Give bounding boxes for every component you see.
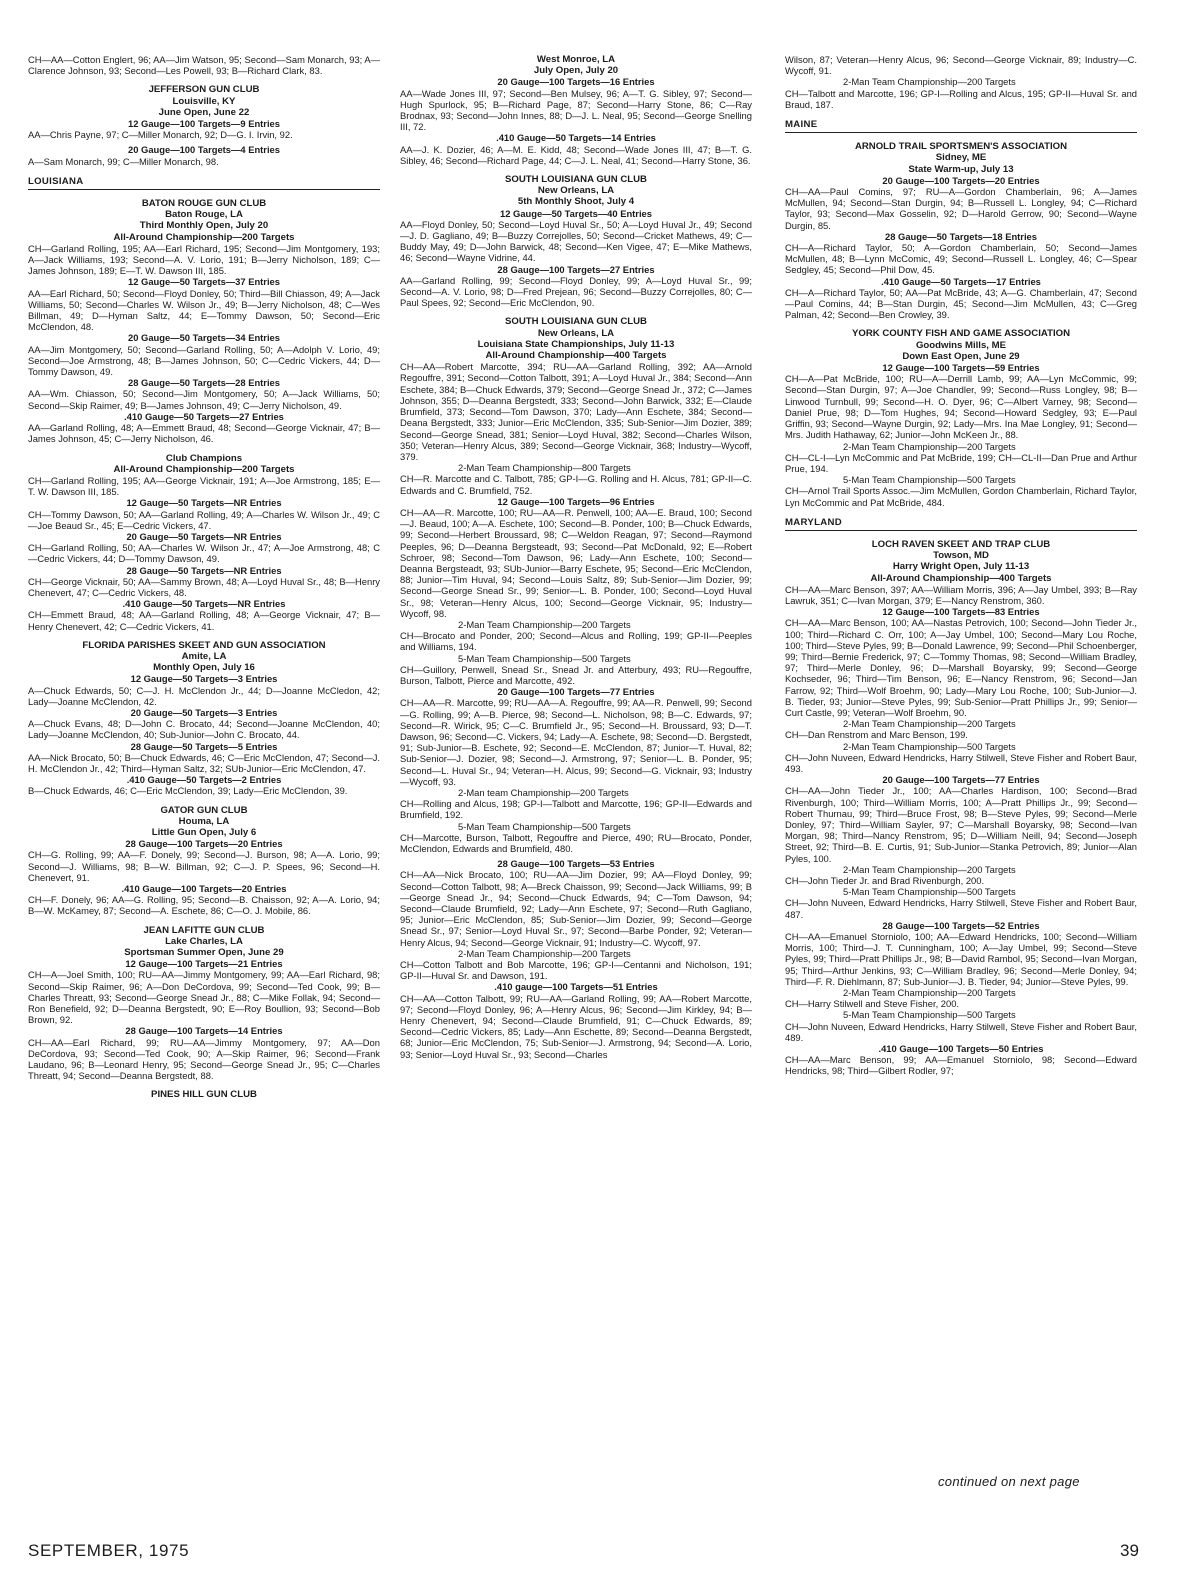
results-paragraph: CH—AA—Paul Comins, 97; RU—A—Gordon Chamberlain, 96; A—James McMullen, 94; Second—Stan Durgin, 94; B—Russell L. Longley, 94; C—Richard Taylor, 93; Second—Max Gosselin, 92; D—Harold Gerrow, 90; Second—Wayne Durgin, 85.: [785, 186, 1137, 231]
event-heading: 12 Gauge—50 Targets—NR Entries: [126, 497, 282, 509]
event-heading: 12 Gauge—50 Targets—37 Entries: [128, 276, 280, 288]
event-heading: 28 Gauge—100 Targets—14 Entries: [125, 1025, 283, 1037]
club-header-line: State Warm-up, July 13: [908, 163, 1014, 175]
results-paragraph: CH—AA—Cotton Talbott, 99; RU—AA—Garland Rolling, 99; AA—Robert Marcotte, 97; Second—Floyd Donley, 96; A—Henry Alcus, 96; Second—Jim Kirkley, 94; B—Henry Chenevert, 94; Second—Claude Brumfield, 91; C—Chuck Edwards, 89; Second—Cedric Vickers, 85; Lady—Ann Eschette, 89; Second—Deanna Bergstedt, 68; Junior—Eric McClendon, 75; Sub-Senior—J. Armstrong, 94; Second—A. Lorio, 93; Senior—Loyd Huval Sr., 93; Second—Charles: [400, 992, 752, 1060]
results-paragraph: CH—Garland Rolling, 195; AA—Earl Richard, 195; Second—Jim Montgomery, 193; A—Jack Williams, 193; Second—A. V. Lorio, 191; B—Jerry Nicholson, 189; C—James Johnson, 189; E—T. W. Dawson III, 185.: [28, 242, 380, 277]
event-heading: .410 gauge—100 Targets—51 Entries: [494, 981, 658, 993]
results-paragraph: AA—Chris Payne, 97; C—Miller Monarch, 92; D—G. I. Irvin, 92.: [28, 129, 293, 141]
club-header-line: FLORIDA PARISHES SKEET AND GUN ASSOCIATION: [82, 639, 326, 651]
club-header-line: New Orleans, LA: [537, 327, 615, 339]
state-heading: MAINE: [785, 119, 1137, 133]
results-paragraph: AA—Garland Rolling, 48; A—Emmett Braud, 48; Second—George Vicknair, 47; B—James Johnson, 45; C—Jerry Nicholson, 46.: [28, 422, 380, 445]
results-paragraph: A—Chuck Evans, 48; D—John C. Brocato, 44; Second—Joanne McClendon, 40; Lady—Joanne McClendon, 40; Sub-Junior—John C. Brocato, 44.: [28, 718, 380, 741]
event-heading: .410 Gauge—100 Targets—20 Entries: [121, 883, 287, 895]
results-paragraph: CH—Emmett Braud, 48; AA—Garland Rolling, 48; A—George Vicknair, 47; B—Henry Chenevert, 42; C—Cedric Vickers, 41.: [28, 609, 380, 632]
event-heading: .410 Gauge—50 Targets—NR Entries: [122, 598, 286, 610]
club-header-line: June Open, June 22: [158, 106, 250, 118]
club-header-line: GATOR GUN CLUB: [160, 804, 248, 816]
event-heading: 28 Gauge—100 Targets—53 Entries: [497, 858, 655, 870]
club-header-line: Harry Wright Open, July 11-13: [892, 561, 1030, 573]
club-header-line: LOCH RAVEN SKEET AND TRAP CLUB: [871, 538, 1051, 550]
results-paragraph: CH—Brocato and Ponder, 200; Second—Alcus and Rolling, 199; GP-II—Peeples and Williams, 194.: [400, 630, 752, 653]
results-paragraph: CH—AA—John Tieder Jr., 100; AA—Charles Hardison, 100; Second—Brad Rivenburgh, 100; Third—William Morris, 100; A—Pratt Phillips Jr., 99; Second—Robert Thurnau, 99; Third—Bruce Frost, 98; B—Steve Pyles, 99; Second—Merle Donley, 97; Third—William Sayler, 97; C—Marshall Boyarsky, 98; Second—Ivan Morgan, 98; Third—Nancy Renstrom, 95; D—William Neill, 94; Second—Joseph Street, 92; Third—B. E. Curtis, 91; Sub-Junior—Stanka Petrovich, 89; Junior—Alan Pyles, 100.: [785, 785, 1137, 864]
club-header-line: JEAN LAFITTE GUN CLUB: [143, 924, 265, 936]
team-event-heading: 2-Man Team Championship—500 Targets: [843, 740, 1016, 752]
issue-date: SEPTEMBER, 1975: [28, 1541, 190, 1560]
club-header-line: Little Gun Open, July 6: [151, 827, 257, 838]
club-header-line: Monthly Open, July 16: [153, 662, 255, 674]
club-header-line: Towson, MD: [933, 550, 989, 562]
results-paragraph: AA—Jim Montgomery, 50; Second—Garland Rolling, 50; A—Adolph V. Lorio, 49; Second—Joe Armstrong, 48; B—James Johnson, 50; C—Cedric Vickers, 44; D—Tommy Dawson, 49.: [28, 343, 380, 378]
team-event-heading: 2-Man Team Championship—200 Targets: [843, 863, 1016, 875]
club-header-line: ARNOLD TRAIL SPORTSMEN'S ASSOCIATION: [854, 141, 1068, 153]
club-header: [28, 640, 380, 674]
state-heading: MARYLAND: [785, 517, 1137, 531]
event-heading: 12 Gauge—100 Targets—59 Entries: [882, 362, 1040, 374]
results-paragraph: CH—AA—Emanuel Storniolo, 100; AA—Edward Hendricks, 100; Second—William Morris, 100; Third—J. T. Cunningham, 100; A—Jay Umbel, 99; Second—Steve Pyles, 99; Third—Pratt Phillips Jr., 98; B—David Rambol, 95; Second—Ivan Morgan, 95; Third—Arthur Jenkins, 93; C—William Bradley, 96; Second—Merle Donley, 94; Third—F. R. Diehlmann, 87; Sub-Junior—J. B. Tieder, 94; Junior—Steve Pyles, 99.: [785, 931, 1137, 987]
event-heading: 12 Gauge—100 Targets—96 Entries: [497, 495, 655, 507]
event-heading: 28 Gauge—100 Targets—27 Entries: [497, 263, 655, 275]
event-heading: .410 Gauge—50 Targets—17 Entries: [881, 275, 1041, 287]
results-paragraph: CH—A—Richard Taylor, 50; AA—Pat McBride, 43; A—G. Chamberlain, 47; Second—Paul Comins, 44; B—Stan Durgin, 45; Second—Jim McMullen, 43; C—Greg Palman, 42; Second—Ben Crowley, 39.: [785, 286, 1137, 321]
results-paragraph: CH—CL-I—Lyn McCommic and Pat McBride, 199; CH—CL-II—Dan Prue and Arthur Prue, 194.: [785, 451, 1137, 474]
club-header-line: Houma, LA: [178, 815, 230, 827]
event-heading: 28 Gauge—50 Targets—28 Entries: [128, 377, 280, 389]
event-heading: 12 Gauge—100 Targets—83 Entries: [882, 606, 1040, 618]
event-heading: 20 Gauge—50 Targets—34 Entries: [128, 332, 280, 344]
column-left: [28, 54, 380, 1101]
club-header-line: All-Around Championship—400 Targets: [870, 572, 1052, 584]
results-paragraph: CH—Cotton Talbott and Bob Marcotte, 196; GP-I—Centanni and Nicholson, 191; GP-II—Huval Sr. and Dawson, 191.: [400, 959, 752, 982]
event-heading: .410 Gauge—50 Targets—27 Entries: [124, 410, 284, 422]
club-header-line: West Monroe, LA: [536, 54, 616, 65]
results-paragraph: AA—Nick Brocato, 50; B—Chuck Edwards, 46; C—Eric McClendon, 47; Second—J. H. McClendon Jr., 42; Third—Hyman Saltz, 32; SUb-Junior—Eric McClendon, 47.: [28, 751, 380, 774]
results-paragraph: A—Sam Monarch, 99; C—Miller Monarch, 98.: [28, 155, 219, 167]
team-event-heading: 5-Man Team Championship—500 Targets: [843, 474, 1016, 486]
event-heading: 28 Gauge—100 Targets—52 Entries: [882, 919, 1040, 931]
club-header-line: PINES HILL GUN CLUB: [151, 1089, 257, 1101]
club-header-line: July Open, July 20: [533, 65, 619, 77]
event-heading: 20 Gauge—100 Targets—16 Entries: [497, 76, 655, 88]
results-paragraph: CH—John Nuveen, Edward Hendricks, Harry Stilwell, Steve Fisher and Robert Baur, 489.: [785, 1020, 1137, 1043]
event-heading: 12 Gauge—50 Targets—3 Entries: [130, 673, 278, 685]
club-header-line: Club Champions: [165, 452, 243, 464]
club-header: [400, 316, 752, 361]
event-heading: .410 Gauge—50 Targets—14 Entries: [496, 132, 656, 144]
club-header-line: Down East Open, June 29: [902, 350, 1020, 362]
results-paragraph: CH—AA—Marc Benson, 100; AA—Nastas Petrovich, 100; Second—John Tieder Jr., 100; Third—Richard C. Orr, 100; A—Jay Umbel, 100; Second—Mary Lou Roche, 100; Third—Steve Pyles, 99; B—Donald Lawrence, 99; Second—Phil Schoenberger, 99; Third—Bernie Frederick, 97; C—Tommy Thomas, 98; Second—William Bradley, 97; Third—Merle Donley, 96; D—Marshall Boyarsky, 99; Second—George Kochseder, 96; Third—Tim Benson, 96; E—Nancy Renstrom, 96; Second—Jan Farrow, 92; Third—Wolf Broehm, 90; Lady—Mary Lou Roche, 100; Sub-Junior—J. B. Tieder, 93; Junior—Steve Pyles, 99; Sub-Senior—Pratt Phillips Jr., 99; Senior—Curt Castle, 99; Veteran—Wolf Broehm, 90.: [785, 617, 1137, 718]
results-paragraph: AA—J. K. Dozier, 46; A—M. E. Kidd, 48; Second—Wade Jones III, 47; B—T. G. Sibley, 46; Second—Richard Page, 44; C—J. L. Neal, 41; Second—Harry Stone, 36.: [400, 143, 752, 166]
results-paragraph: CH—AA—Marc Benson, 397; AA—William Morris, 396; A—Jay Umbel, 393; B—Ray Lawruk, 351; C—Ivan Morgan, 379; E—Nancy Renstrom, 360.: [785, 583, 1137, 606]
column-middle: [400, 54, 752, 1060]
club-header-line: Baton Rouge, LA: [165, 209, 243, 221]
club-header-line: SOUTH LOUISIANA GUN CLUB: [505, 174, 647, 186]
club-header-line: SOUTH LOUISIANA GUN CLUB: [505, 316, 647, 328]
results-paragraph: CH—John Tieder Jr. and Brad Rivenburgh, 200.: [785, 875, 985, 887]
club-header: [28, 84, 380, 118]
results-paragraph: CH—AA—R. Marcotte, 100; RU—AA—R. Penwell, 100; AA—E. Braud, 100; Second—J. Beaud, 100; A—A. Eschete, 100; Second—B. Ponder, 100; B—Chuck Edwards, 99; Second—Herbert Broussard, 98; C—Weldon Reagan, 97; Second—Raymond Peeples, 96; D—Deanna Bergsteadt, 93; Second—Pat McDonald, 92; E—Robert Schroer, 98; Second—Tom Dawson, 96; Lady—Ann Eschete, 100; Second—Deanna Bergsteadt, 93; SUb-Junior—Barry Eschete, 95; Second—Eric McClendon, 88; Junior—Tim Huval, 94; Second—Louis Saltz, 89; Sub-Senior—Jim Dozier, 99; Second—George Snead Sr., 99; Senior—L. B. Ponder, 100; Second—Loyd Huval Sr., 98; Veteran—Henry Alcus, 100; Second—George Vicknair, 95; Industry—Wycoff, 98.: [400, 506, 752, 619]
results-paragraph: CH—G. Rolling, 99; AA—F. Donely, 99; Second—J. Burson, 98; A—A. Lorio, 99; Second—J. Williams, 98; B—W. Billman, 92; C—J. P. Spees, 96; Second—H. Chenevert, 91.: [28, 849, 380, 883]
club-header-line: New Orleans, LA: [537, 185, 615, 197]
club-header-line: Sidney, ME: [935, 152, 987, 164]
results-paragraph: CH—Talbott and Marcotte, 196; GP-I—Rolling and Alcus, 195; GP-II—Huval Sr. and Braud, 187.: [785, 87, 1137, 110]
team-event-heading: 2-Man Team Championship—200 Targets: [458, 618, 631, 630]
results-paragraph: Wilson, 87; Veteran—Henry Alcus, 96; Second—George Vicknair, 89; Industry—C. Wycoff, 91.: [785, 54, 1137, 77]
results-paragraph: CH—AA—Cotton Englert, 96; AA—Jim Watson, 95; Second—Sam Monarch, 93; A—Clarence Johnson, 93; Second—Les Powell, 93; B—Richard Clark, 83.: [28, 54, 380, 77]
club-header-line: BATON ROUGE GUN CLUB: [141, 198, 267, 210]
results-paragraph: AA—Wm. Chiasson, 50; Second—Jim Montgomery, 50; A—Jack Williams, 50; Second—Skip Raimer, 49; B—James Johnson, 49; C—Jerry Nicholson, 49.: [28, 388, 380, 411]
results-paragraph: B—Chuck Edwards, 46; C—Eric McClendon, 39; Lady—Eric McClendon, 39.: [28, 785, 348, 797]
results-paragraph: CH—John Nuveen, Edward Hendricks, Harry Stilwell, Steve Fisher and Robert Baur, 493.: [785, 751, 1137, 774]
results-paragraph: AA—Wade Jones III, 97; Second—Ben Mulsey, 96; A—T. G. Sibley, 97; Second—Hugh Spurlock, 95; B—Richard Page, 87; Second—Harry Stone, 86; C—Ray Brodnax, 93; Second—John Innes, 88; D—J. L. Neal, 95; Second—George Snelling III, 72.: [400, 87, 752, 133]
results-paragraph: CH—Tommy Dawson, 50; AA—Garland Rolling, 49; A—Charles W. Wilson Jr., 49; C—Joe Beaud Sr., 45; E—Cedric Vickers, 47.: [28, 508, 380, 531]
event-heading: 28 Gauge—50 Targets—18 Entries: [885, 230, 1037, 242]
team-event-heading: 5-Man Team Championship—500 Targets: [843, 886, 1016, 898]
event-heading: 20 Gauge—100 Targets—4 Entries: [128, 144, 280, 156]
team-event-heading: 5-Man Team Championship—500 Targets: [458, 820, 631, 832]
results-paragraph: CH—A—Richard Taylor, 50; A—Gordon Chamberlain, 50; Second—James McMullen, 48; B—Lynn McComic, 49; Second—Russell L. Longley, 46; C—Spear Sedgley, 45; Second—Phil Dow, 45.: [785, 242, 1137, 276]
results-paragraph: CH—George Vicknair, 50; AA—Sammy Brown, 48; A—Loyd Huval Sr., 48; B—Henry Chenevert, 47; C—Cedric Vickers, 48.: [28, 575, 380, 598]
event-heading: 20 Gauge—100 Targets—77 Entries: [882, 774, 1040, 786]
results-paragraph: CH—Garland Rolling, 195; AA—George Vicknair, 191; A—Joe Armstrong, 185; E—T. W. Dawson III, 185.: [28, 474, 380, 498]
results-paragraph: CH—AA—Robert Marcotte, 394; RU—AA—Garland Rolling, 392; AA—Arnold Regouffre, 391; Second—Cotton Talbott, 391; A—Loyd Huval Jr., 384; Second—Ann Eschete, 384; B—Chuck Edwards, 379; Second—George Snead Jr., 372; C—James Johnson, 355; D—Deanna Bergstedt, 333; Second—John Barwick, 332; E—Claude Brumfield, 373; Second—Tom Dawson, 370; Lady—Ann Eschete, 384; Second—Deana Bergstedt, 333; Junior—Eric McClendon, 335; Sub-Senior—Jim Dozier, 389; Second—George Snead, 381; Senior—Loyd Huval, 382; Second—Charles Wilson, 350; Veteran—Henry Alcus, 389; Second—George Vicknair, 368; Industry—Wycoff, 379.: [400, 361, 752, 462]
results-paragraph: AA—Floyd Donley, 50; Second—Loyd Huval Sr., 50; A—Loyd Huval Jr., 49; Second—J. D. Gagliano, 49; B—Buzzy Correjolles, 50; Second—Cricket Mathews, 49; C—Buddy May, 49; D—John Barwick, 48; Second—Ken Vigee, 47; E—Mike Mathews, 46; Second—Wayne Vidrine, 44.: [400, 218, 752, 264]
event-heading: 20 Gauge—50 Targets—3 Entries: [130, 706, 278, 718]
team-event-heading: 2-Man Team Championship—200 Targets: [843, 718, 1016, 730]
club-header: [28, 1089, 380, 1100]
event-heading: 28 Gauge—50 Targets—5 Entries: [130, 740, 278, 752]
results-paragraph: AA—Earl Richard, 50; Second—Floyd Donley, 50; Third—Bill Chiasson, 49; A—Jack Williams, 50; Second—Charles W. Wilson Jr., 49; B—Jerry Nicholson, 48; C—Wes Billman, 49; D—Hyman Saltz, 44; E—Tommy Dawson, 50; Second—Eric McClendon, 48.: [28, 287, 380, 333]
results-paragraph: CH—Dan Renstrom and Marc Benson, 199.: [785, 729, 968, 741]
team-event-heading: 2-Man Team Championship—800 Targets: [458, 462, 631, 474]
team-event-heading: 2-Man Team Championship—200 Targets: [458, 947, 631, 959]
club-header-line: All-Around Championship—200 Targets: [113, 463, 295, 475]
event-heading: 12 Gauge—50 Targets—40 Entries: [500, 207, 652, 219]
club-header: [28, 925, 380, 959]
club-header: [28, 453, 380, 475]
club-header: [785, 539, 1137, 584]
team-event-heading: 2-Man Team Championship—200 Targets: [843, 440, 1016, 452]
club-header-line: Lake Charles, LA: [165, 935, 243, 947]
club-header: [785, 141, 1137, 175]
results-paragraph: CH—Garland Rolling, 50; AA—Charles W. Wilson Jr., 47; A—Joe Armstrong, 48; C—Cedric Vickers, 44; D—Tommy Dawson, 49.: [28, 542, 380, 565]
results-paragraph: CH—Rolling and Alcus, 198; GP-I—Talbott and Marcotte, 196; GP-II—Edwards and Brumfield, 192.: [400, 798, 752, 821]
team-event-heading: 2-Man team Championship—200 Targets: [458, 787, 629, 798]
results-paragraph: CH—Arnol Trail Sports Assoc.—Jim McMullen, Gordon Chamberlain, Richard Taylor, Lyn McCommic and Pat McBride, 484.: [785, 485, 1137, 508]
state-heading: LOUISIANA: [28, 176, 380, 190]
column-right: [785, 54, 1137, 1077]
results-paragraph: CH—Guillory, Penwell, Snead Sr., Snead Jr. and Atterbury, 493; RU—Regouffre, Burson, Talbott, Pierce and Marcotte, 492.: [400, 663, 752, 686]
results-paragraph: CH—Harry Stilwell and Steve Fisher, 200.: [785, 998, 960, 1010]
club-header-line: Goodwins Mills, ME: [915, 339, 1007, 351]
results-paragraph: CH—John Nuveen, Edward Hendricks, Harry Stilwell, Steve Fisher and Robert Baur, 487.: [785, 897, 1137, 920]
club-header: [785, 328, 1137, 362]
results-paragraph: CH—AA—R. Marcotte, 99; RU—AA—A. Regouffre, 99; AA—R. Penwell, 99; Second—G. Rolling, 99; A—B. Pierce, 98; Second—L. Nicholson, 98; B—C. Edwards, 97; Second—R. Wirick, 95; C—C. Brumfield Jr., 95; Second—H. Broussard, 93; D—T. Dawson, 96; Second—C. Vickers, 94; Lady—A. Eschete, 98; Second—D. Bergstedt, 91; Sub-Junior—B. Eschete, 92; Second—E. McClendon, 87; Junior—T. Huval, 82; Sub-Senior—J. Dozier, 98; Second—J. Armstrong, 97; Senior—L. B. Ponder, 95; Second—L. Huval Sr., 94; Veteran—H. Alcus, 99; Second—G. Vicknair, 93; Industry—Wycoff, 93.: [400, 697, 752, 787]
results-paragraph: CH—Marcotte, Burson, Talbott, Regouffre and Pierce, 490; RU—Brocato, Ponder, McClendon, Edwards and Brumfield, 480.: [400, 831, 752, 855]
page-number: 39: [1120, 1541, 1139, 1560]
results-paragraph: CH—AA—Earl Richard, 99; RU—AA—Jimmy Montgomery, 97; AA—Don DeCordova, 93; Second—Ted Cook, 90; A—Skip Raimer, 96; Second—Frank Laudano, 96; B—Leonard Henry, 95; Second—George Snead Jr., 95; C—Charles Threatt, 94; Second—Deanna Bergstedt, 88.: [28, 1036, 380, 1082]
club-header-line: 5th Monthly Shoot, July 4: [517, 196, 635, 208]
club-header-line: Amite, LA: [181, 650, 227, 662]
club-header: [28, 805, 380, 839]
club-header-line: YORK COUNTY FISH AND GAME ASSOCIATION: [852, 328, 1070, 340]
event-heading: 20 Gauge—100 Targets—77 Entries: [497, 686, 655, 698]
event-heading: 28 Gauge—100 Targets—20 Entries: [125, 838, 283, 850]
results-paragraph: CH—R. Marcotte and C. Talbott, 785; GP-I—G. Rolling and H. Alcus, 781; GP-II—C. Edwards and C. Brumfield, 752.: [400, 473, 752, 496]
event-heading: 20 Gauge—50 Targets—NR Entries: [126, 530, 282, 542]
continued-note: continued on next page: [938, 1474, 1080, 1489]
event-heading: 20 Gauge—100 Targets—20 Entries: [882, 174, 1040, 186]
results-paragraph: AA—Garland Rolling, 99; Second—Floyd Donley, 99; A—Loyd Huval Sr., 99; Second—A. V. Lorio, 98; D—Fred Prejean, 96; Second—Buzzy Correjolles, 80; C—Paul Spees, 92; Second—Eric McClendon, 90.: [400, 274, 752, 309]
team-event-heading: 2-Man Team Championship—200 Targets: [843, 987, 1016, 999]
results-paragraph: CH—F. Donely, 96; AA—G. Rolling, 95; Second—B. Chaisson, 92; A—A. Lorio, 94; B—W. McKamey, 87; Second—A. Eschete, 86; C—O. J. Mobile, 86.: [28, 894, 380, 917]
team-event-heading: 5-Man Team Championship—500 Targets: [843, 1009, 1016, 1021]
club-header-line: Sportsman Summer Open, June 29: [124, 947, 284, 959]
event-heading: 28 Gauge—50 Targets—NR Entries: [126, 564, 282, 576]
club-header-line: Louisville, KY: [172, 95, 236, 107]
club-header-line: All-Around Championship—200 Targets: [113, 231, 295, 243]
results-paragraph: CH—A—Pat McBride, 100; RU—A—Derrill Lamb, 99; AA—Lyn McCommic, 99; Second—Stan Durgin, 97; A—Joe Chandler, 99; Second—Russ Longley, 98; B—Linwood Turnbull, 99; Second—H. O. Dyer, 96; C—Albert Varney, 98; Second—Daniel Prue, 98; D—Tom Hughes, 94; Second—Howard Sedgley, 93; E—Paul Griffin, 93; Second—Wayne Durgin, 92; Lady—Mrs. Ina Mae Longley, 91; Second—Mrs. Judith Hathaway, 62; Junior—John McKeen Jr., 88.: [785, 373, 1137, 441]
club-header-line: All-Around Championship—400 Targets: [485, 350, 667, 362]
event-heading: 12 Gauge—100 Targets—21 Entries: [125, 958, 283, 970]
club-header-line: JEFFERSON GUN CLUB: [148, 84, 260, 96]
event-heading: .410 Gauge—100 Targets—50 Entries: [878, 1043, 1044, 1055]
results-paragraph: CH—A—Joel Smith, 100; RU—AA—Jimmy Montgomery, 99; AA—Earl Richard, 98; Second—Skip Raimer, 96; A—Don DeCordova, 99; Second—Ted Cook, 99; B—Charles Threatt, 93; Second—George Snead Jr., 88; C—Mike Follak, 94; Second—Ron Benefield, 92; D—Deanna Bergstedt, 90; E—Roy Boullion, 93; Second—Bob Brown, 92.: [28, 969, 380, 1026]
results-paragraph: CH—AA—Nick Brocato, 100; RU—AA—Jim Dozier, 99; AA—Floyd Donley, 99; Second—Cotton Talbott, 98; A—Breck Chaisson, 99; Second—Jack Williams, 99; B—George Snead Jr., 94; Second—Chuck Edwards, 94; C—Tom Dawson, 94; Second—Claude Brumfield, 92; Lady—Ann Eschete, 97; Second—Ruth Gagliano, 95; Junior—Eric McClendon, 85; Sub-Senior—Jim Dozier, 99; Second—George Snead Sr., 97; Senior—Loyd Huval Sr., 97; Second—Barbe Ponder, 92; Veteran—Henry Alcus, 94; Second—George Vicknair, 91; Industry—C. Wycoff, 97.: [400, 869, 752, 948]
results-paragraph: A—Chuck Edwards, 50; C—J. H. McClendon Jr., 44; D—Joanne McCledon, 42; Lady—Joanne McClendon, 42.: [28, 684, 380, 707]
event-heading: 12 Gauge—100 Targets—9 Entries: [128, 118, 280, 130]
club-header: [400, 54, 752, 76]
event-heading: .410 Gauge—50 Targets—2 Entries: [126, 774, 282, 786]
club-header-line: Third Monthly Open, July 20: [139, 220, 269, 232]
club-header: [28, 198, 380, 243]
team-event-heading: 5-Man Team Championship—500 Targets: [458, 652, 631, 664]
results-paragraph: CH—AA—Marc Benson, 99; AA—Emanuel Storniolo, 98; Second—Edward Hendricks, 98; Third—Gilbert Rodler, 97;: [785, 1054, 1137, 1077]
team-event-heading: 2-Man Team Championship—200 Targets: [843, 76, 1016, 88]
club-header-line: Louisiana State Championships, July 11-13: [477, 338, 675, 350]
club-header: [400, 174, 752, 208]
